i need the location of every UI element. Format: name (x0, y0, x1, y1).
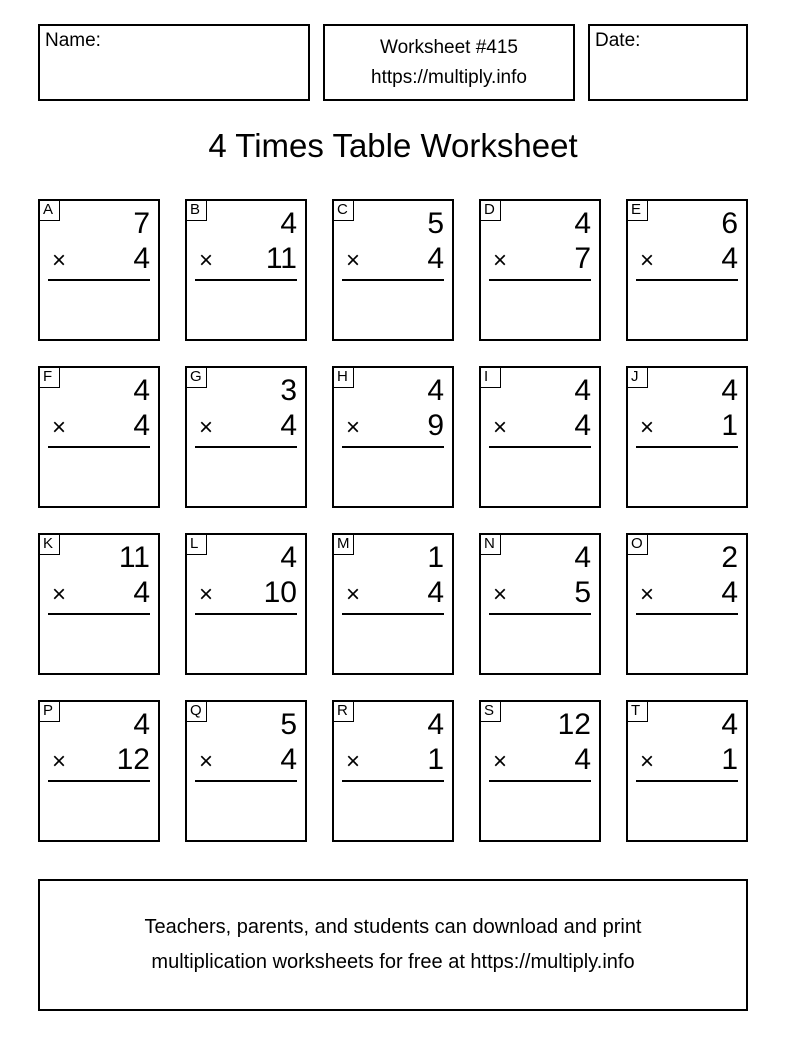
answer-line (342, 446, 444, 448)
multiplicand: 4 (280, 541, 297, 574)
footer-line-1: Teachers, parents, and students can download and print (144, 916, 642, 938)
times-sign: × (493, 414, 508, 441)
times-sign: × (346, 414, 361, 441)
multiplicand: 4 (133, 374, 150, 407)
multiplier: 12 (116, 743, 150, 776)
multiplier: 4 (427, 242, 444, 275)
problem-card-j[interactable] (626, 366, 748, 508)
times-sign: × (493, 748, 508, 775)
multiplier: 4 (721, 576, 738, 609)
multiplier: 4 (721, 242, 738, 275)
answer-line (636, 780, 738, 782)
multiplier: 4 (133, 576, 150, 609)
footer-box (38, 879, 748, 1011)
answer-line (195, 780, 297, 782)
answer-line (195, 446, 297, 448)
problem-letter: F (38, 366, 60, 388)
multiplier: 4 (280, 743, 297, 776)
answer-line (48, 446, 150, 448)
problem-card-d[interactable] (479, 199, 601, 341)
problem-card-q[interactable] (185, 700, 307, 842)
multiplier: 4 (574, 743, 591, 776)
problem-letter: Q (185, 700, 207, 722)
times-sign: × (640, 414, 655, 441)
answer-line (195, 279, 297, 281)
problem-card-n[interactable] (479, 533, 601, 675)
times-sign: × (52, 581, 67, 608)
problem-card-r[interactable] (332, 700, 454, 842)
problem-card-f[interactable] (38, 366, 160, 508)
problem-card-a[interactable] (38, 199, 160, 341)
problem-letter: K (38, 533, 60, 555)
multiplier: 9 (427, 409, 444, 442)
multiplicand: 4 (427, 708, 444, 741)
times-sign: × (199, 247, 214, 274)
problem-letter: P (38, 700, 60, 722)
problem-card-p[interactable] (38, 700, 160, 842)
times-sign: × (52, 247, 67, 274)
problem-letter: A (38, 199, 60, 221)
date-box[interactable] (588, 24, 748, 101)
multiplicand: 3 (280, 374, 297, 407)
answer-line (342, 613, 444, 615)
name-box[interactable] (38, 24, 310, 101)
problem-letter: N (479, 533, 501, 555)
worksheet-number: Worksheet #415 (379, 37, 518, 58)
multiplier: 10 (263, 576, 297, 609)
multiplicand: 4 (574, 541, 591, 574)
answer-line (48, 613, 150, 615)
multiplicand: 4 (280, 207, 297, 240)
answer-line (489, 446, 591, 448)
problem-letter: B (185, 199, 207, 221)
multiplicand: 4 (574, 207, 591, 240)
problem-letter: G (185, 366, 207, 388)
problem-letter: D (479, 199, 501, 221)
problem-letter: O (626, 533, 648, 555)
multiplicand: 7 (133, 207, 150, 240)
problem-card-b[interactable] (185, 199, 307, 341)
problem-letter: I (479, 366, 501, 388)
problem-card-o[interactable] (626, 533, 748, 675)
times-sign: × (199, 581, 214, 608)
problem-letter: H (332, 366, 354, 388)
worksheet-info-box (323, 24, 575, 101)
answer-line (636, 613, 738, 615)
problem-card-t[interactable] (626, 700, 748, 842)
times-sign: × (493, 581, 508, 608)
page-title: 4 Times Table Worksheet (208, 127, 578, 164)
multiplier: 1 (427, 743, 444, 776)
problem-card-h[interactable] (332, 366, 454, 508)
problem-card-i[interactable] (479, 366, 601, 508)
date-label: Date: (595, 30, 641, 51)
multiplicand: 5 (427, 207, 444, 240)
answer-line (489, 613, 591, 615)
multiplicand: 6 (721, 207, 738, 240)
multiplier: 4 (574, 409, 591, 442)
multiplicand: 4 (133, 708, 150, 741)
times-sign: × (346, 247, 361, 274)
multiplier: 1 (721, 743, 738, 776)
times-sign: × (52, 414, 67, 441)
times-sign: × (52, 748, 67, 775)
answer-line (636, 279, 738, 281)
answer-line (342, 780, 444, 782)
multiplier: 1 (721, 409, 738, 442)
worksheet-url: https://multiply.info (371, 67, 527, 88)
multiplier: 4 (280, 409, 297, 442)
multiplier: 11 (265, 242, 297, 275)
problem-card-s[interactable] (479, 700, 601, 842)
answer-line (48, 279, 150, 281)
footer-line-2: multiplication worksheets for free at https://multiply.info (151, 951, 635, 973)
problem-letter: M (332, 533, 354, 555)
multiplicand: 1 (427, 541, 444, 574)
multiplier: 5 (574, 576, 591, 609)
problem-letter: T (626, 700, 648, 722)
problem-card-c[interactable] (332, 199, 454, 341)
times-sign: × (640, 247, 655, 274)
multiplier: 7 (574, 242, 591, 275)
multiplicand: 4 (721, 708, 738, 741)
times-sign: × (493, 247, 508, 274)
multiplicand: 4 (721, 374, 738, 407)
multiplicand: 12 (557, 708, 591, 741)
answer-line (48, 780, 150, 782)
problem-letter: S (479, 700, 501, 722)
problem-card-k[interactable] (38, 533, 160, 675)
problem-letter: E (626, 199, 648, 221)
multiplier: 4 (133, 409, 150, 442)
problem-letter: L (185, 533, 207, 555)
problem-card-e[interactable] (626, 199, 748, 341)
multiplier: 4 (133, 242, 150, 275)
problem-card-g[interactable] (185, 366, 307, 508)
problem-letter: J (626, 366, 648, 388)
multiplier: 4 (427, 576, 444, 609)
multiplicand: 2 (721, 541, 738, 574)
answer-line (636, 446, 738, 448)
times-sign: × (346, 581, 361, 608)
answer-line (489, 279, 591, 281)
multiplicand: 5 (280, 708, 297, 741)
multiplicand: 4 (427, 374, 444, 407)
times-sign: × (346, 748, 361, 775)
name-label: Name: (45, 30, 101, 51)
problem-letter: C (332, 199, 354, 221)
problem-card-m[interactable] (332, 533, 454, 675)
answer-line (342, 279, 444, 281)
problem-card-l[interactable] (185, 533, 307, 675)
answer-line (195, 613, 297, 615)
times-sign: × (199, 748, 214, 775)
times-sign: × (640, 748, 655, 775)
times-sign: × (640, 581, 655, 608)
multiplicand: 11 (118, 541, 150, 574)
times-sign: × (199, 414, 214, 441)
answer-line (489, 780, 591, 782)
multiplicand: 4 (574, 374, 591, 407)
problem-letter: R (332, 700, 354, 722)
